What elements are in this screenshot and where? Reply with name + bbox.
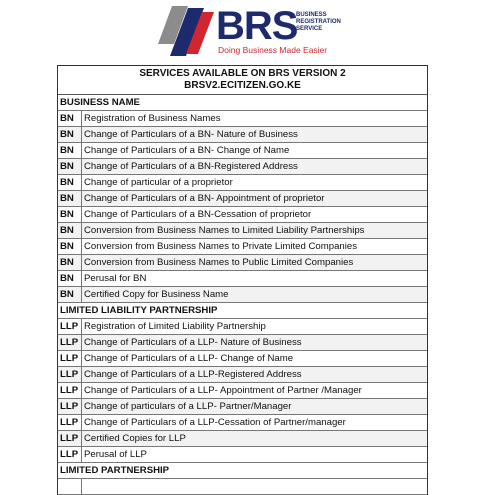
service-name: Change of Particulars of a LLP- Appointment of Partner /Manager — [82, 383, 428, 399]
service-code: BN — [58, 127, 82, 143]
logo-subtitle-line: REGISTRATION — [296, 19, 341, 25]
service-name: Change of Particulars of a LLP- Change of Name — [82, 351, 428, 367]
table-row — [58, 431, 427, 447]
section-heading-row — [58, 303, 427, 319]
service-code — [58, 479, 82, 495]
logo-tagline: Doing Business Made Easier — [218, 45, 328, 55]
table-row — [58, 335, 427, 351]
section-heading: BUSINESS NAME — [58, 95, 427, 111]
services-table — [58, 95, 427, 495]
service-code: BN — [58, 239, 82, 255]
service-name: Certified Copy for Business Name — [82, 287, 428, 303]
service-code: BN — [58, 175, 82, 191]
logo-subtitle-line: BUSINESS — [296, 12, 327, 18]
service-name: Change of particular of a proprietor — [82, 175, 428, 191]
service-code: BN — [58, 255, 82, 271]
service-name: Certified Copies for LLP — [82, 431, 428, 447]
service-name: Conversion from Business Names to Private Limited Companies — [82, 239, 428, 255]
service-code: LLP — [58, 399, 82, 415]
service-code: BN — [58, 287, 82, 303]
service-name: Change of Particulars of a BN-Cessation of proprietor — [82, 207, 428, 223]
service-name: Change of Particulars of a BN- Nature of Business — [82, 127, 428, 143]
service-name: Registration of Limited Liability Partnership — [82, 319, 428, 335]
table-row — [58, 351, 427, 367]
table-row — [58, 447, 427, 463]
service-name: Change of Particulars of a LLP-Cessation of Partner/manager — [82, 415, 428, 431]
service-name: Change of Particulars of a BN- Change of Name — [82, 143, 428, 159]
service-code: BN — [58, 159, 82, 175]
logo-brand-text: BRS — [216, 4, 298, 48]
service-name: Change of Particulars of a LLP- Nature of Business — [82, 335, 428, 351]
services-table-body — [58, 95, 427, 495]
logo-subtitle — [296, 12, 356, 33]
table-row — [58, 207, 427, 223]
section-heading: LIMITED LIABILITY PARTNERSHIP — [58, 303, 427, 319]
service-code: LLP — [58, 319, 82, 335]
services-document — [57, 65, 428, 495]
service-code: LLP — [58, 335, 82, 351]
table-row — [58, 255, 427, 271]
table-row — [58, 239, 427, 255]
service-code: LLP — [58, 351, 82, 367]
service-code: LLP — [58, 383, 82, 399]
table-row — [58, 159, 427, 175]
service-code: LLP — [58, 367, 82, 383]
table-row — [58, 415, 427, 431]
service-code: BN — [58, 191, 82, 207]
service-code: BN — [58, 207, 82, 223]
table-row — [58, 367, 427, 383]
table-row — [58, 127, 427, 143]
table-row — [58, 383, 427, 399]
service-name — [82, 479, 428, 495]
table-row — [58, 143, 427, 159]
service-name: Conversion from Business Names to Limited Liability Partnerships — [82, 223, 428, 239]
service-name: Conversion from Business Names to Public Limited Companies — [82, 255, 428, 271]
document-title-line: SERVICES AVAILABLE ON BRS VERSION 2 — [139, 68, 346, 79]
brs-emblem-icon — [158, 4, 218, 60]
service-code: BN — [58, 143, 82, 159]
table-row — [58, 223, 427, 239]
table-row — [58, 111, 427, 127]
table-row — [58, 399, 427, 415]
service-code: LLP — [58, 447, 82, 463]
section-heading-row — [58, 463, 427, 479]
brs-logo — [158, 4, 358, 60]
table-row — [58, 287, 427, 303]
table-row — [58, 191, 427, 207]
service-code: LLP — [58, 431, 82, 447]
service-name: Change of Particulars of a BN-Registered Address — [82, 159, 428, 175]
table-row — [58, 479, 427, 495]
service-name: Change of Particulars of a LLP-Registered Address — [82, 367, 428, 383]
service-code: BN — [58, 111, 82, 127]
service-code: BN — [58, 271, 82, 287]
service-name: Perusal for BN — [82, 271, 428, 287]
document-title — [58, 66, 427, 95]
service-name: Change of particulars of a LLP- Partner/Manager — [82, 399, 428, 415]
document-url: BRSV2.ECITIZEN.GO.KE — [184, 80, 301, 91]
section-heading-row — [58, 95, 427, 111]
table-row — [58, 175, 427, 191]
service-name: Change of Particulars of a BN- Appointment of proprietor — [82, 191, 428, 207]
service-name: Perusal of LLP — [82, 447, 428, 463]
table-row — [58, 319, 427, 335]
service-code: LLP — [58, 415, 82, 431]
table-row — [58, 271, 427, 287]
section-heading: LIMITED PARTNERSHIP — [58, 463, 427, 479]
logo-subtitle-line: SERVICE — [296, 26, 323, 32]
service-code: BN — [58, 223, 82, 239]
service-name: Registration of Business Names — [82, 111, 428, 127]
